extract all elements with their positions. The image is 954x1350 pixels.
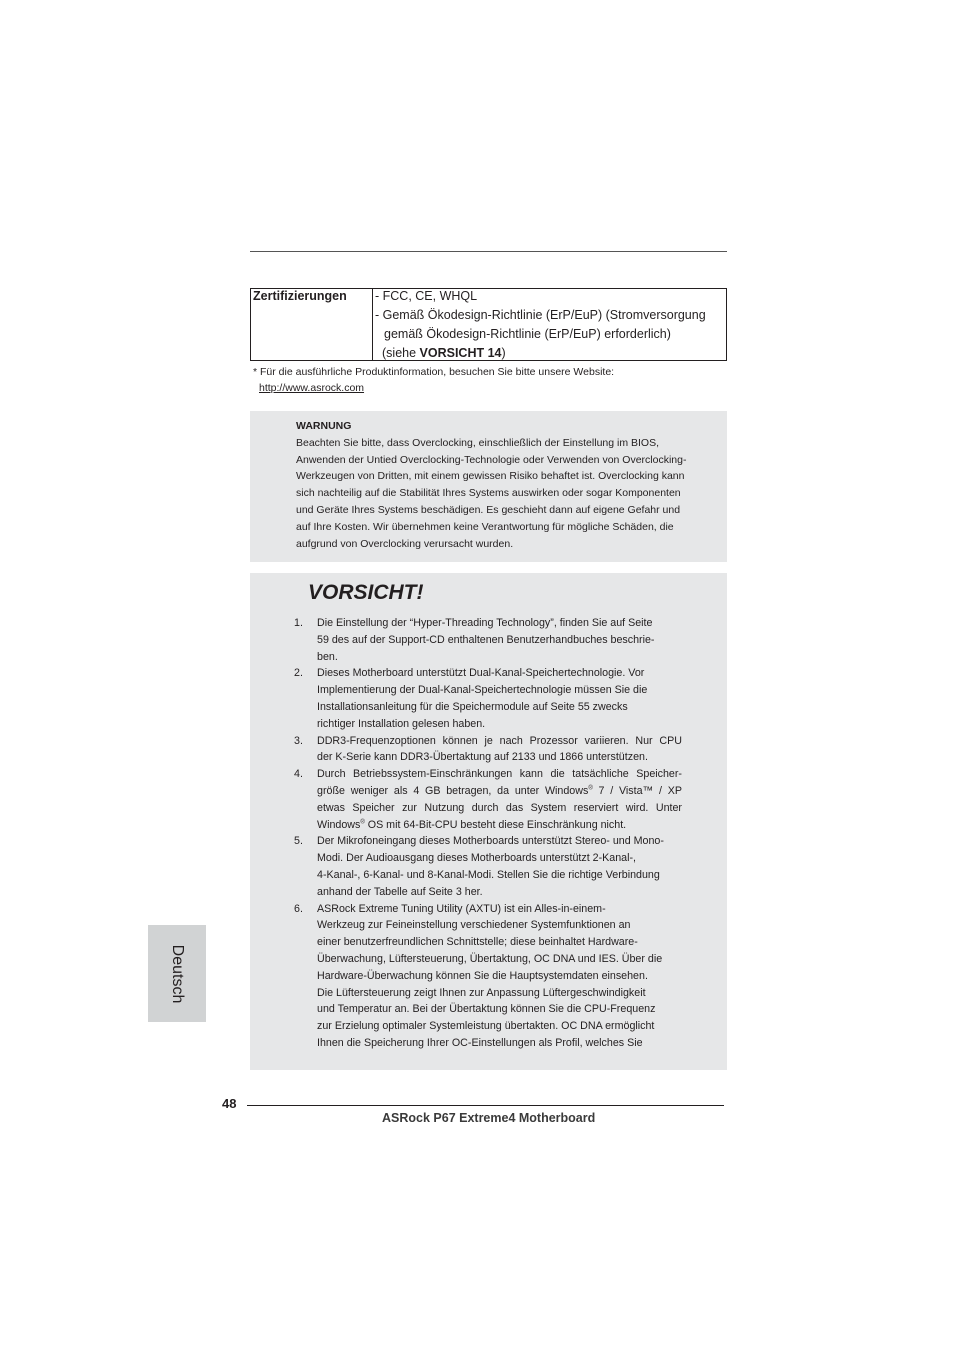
item-line: Durch Betriebssystem-Einschränkungen kann die tatsächliche Speicher-: [317, 768, 682, 781]
item-line: anhand der Tabelle auf Seite 3 her.: [317, 885, 483, 898]
item-line: Die Lüftersteuerung zeigt Ihnen zur Anpassung Lüftergeschwindigkeit: [317, 986, 646, 999]
list-item: [290, 665, 682, 732]
warning-line: sich nachteilig auf die Stabilität Ihres Systems auswirken oder sogar Komponenten: [296, 487, 681, 500]
warning-box: [250, 411, 727, 562]
spec-line: - FCC, CE, WHQL: [375, 289, 478, 303]
item-line-part: ®: [588, 785, 593, 792]
caution-box: [250, 573, 727, 1070]
item-number: 2.: [294, 667, 303, 680]
item-number: 4.: [294, 768, 303, 781]
item-number: 3.: [294, 734, 303, 747]
item-line: Überwachung, Lüftersteuerung, Übertaktung, OC DNA und IES. Über die: [317, 952, 663, 965]
item-line: Die Einstellung der “Hyper-Threading Technology”, finden Sie auf Seite: [317, 617, 653, 629]
item-line: Dieses Motherboard unterstützt Dual-Kanal-Speichertechnologie. Vor: [317, 667, 645, 680]
spec-see-prefix: (siehe: [382, 346, 420, 360]
item-line: Implementierung der Dual-Kanal-Speichertechnologie müssen Sie die: [317, 684, 648, 697]
item-number: 6.: [294, 902, 303, 915]
item-line: Der Mikrofoneingang dieses Motherboards unterstützt Stereo- und Mono-: [317, 835, 664, 848]
item-line-part: ®: [360, 819, 365, 825]
item-line: Werkzeug zur Feineinstellung verschiedener Systemfunktionen an: [317, 919, 631, 932]
item-line-part: Windows: [317, 818, 361, 831]
spec-see-ref: VORSICHT 14: [419, 346, 502, 360]
spec-line: gemäß Ökodesign-Richtlinie (ErP/EuP) erforderlich): [384, 327, 671, 341]
item-line: ben.: [317, 650, 338, 663]
list-item: [290, 733, 682, 767]
spec-table: [250, 288, 727, 361]
item-line: und Temperatur an. Bei der Übertaktung können Sie die CPU-Frequenz: [317, 1003, 656, 1016]
spec-values: [375, 289, 722, 365]
item-line: Installationsanleitung für die Speichermodule auf Seite 55 zwecks: [317, 700, 628, 713]
spec-line: - Gemäß Ökodesign-Richtlinie (ErP/EuP) (Stromversorgung: [375, 308, 706, 322]
item-line: Windows® OS mit 64-Bit-CPU besteht diese Einschränkung nicht.: [317, 818, 627, 831]
caution-list: [290, 615, 682, 1052]
item-line: DDR3-Frequenzoptionen können je nach Prozessor variieren. Nur CPU: [317, 734, 682, 747]
website-link[interactable]: http://www.asrock.com: [259, 382, 365, 394]
item-line: Modi. Der Audioausgang dieses Motherboards unterstützt 2-Kanal-,: [317, 852, 637, 865]
item-number: 5.: [294, 835, 303, 848]
item-line: etwas Speicher zur Nutzung durch das System reserviert wird. Unter: [317, 801, 682, 814]
item-line-part: größe weniger als 4 GB betragen, da unter Windows: [317, 784, 589, 797]
item-line: Hardware-Überwachung können Sie die Hauptsystemdaten einsehen.: [317, 969, 648, 982]
spec-label: Zertifizierungen: [253, 289, 347, 303]
top-rule: [250, 251, 727, 252]
page-number: 48: [222, 1096, 237, 1111]
footer-rule: [247, 1105, 724, 1106]
list-item: [290, 833, 682, 900]
caution-title: VORSICHT!: [308, 581, 424, 604]
item-line: 4-Kanal-, 6-Kanal- und 8-Kanal-Modi. Stellen Sie die richtige Verbindung: [317, 868, 660, 881]
item-line: der K-Serie kann DDR3-Übertaktung auf 2133 und 1866 unterstützen.: [317, 751, 648, 764]
spec-see-suffix: ): [501, 346, 506, 360]
language-tab: [148, 925, 206, 1022]
warning-line: Anwenden der Untied Overclocking-Technologie oder Verwenden von Overclocking-: [296, 453, 687, 466]
warning-line: Werkzeugen von Dritten, mit einem gewissen Risiko behaftet ist. Overclocking kann: [296, 470, 685, 483]
item-line: ASRock Extreme Tuning Utility (AXTU) ist ein Alles-in-einem-: [317, 902, 606, 915]
item-line: zur Erzielung optimaler Systemleistung übertakten. OC DNA ermöglicht: [317, 1020, 655, 1033]
item-line: 59 des auf der Support-CD enthaltenen Benutzerhandbuches beschrie-: [317, 633, 655, 646]
footnote-text: * Für die ausführliche Produktinformation, besuchen Sie bitte unsere Website:: [253, 366, 615, 378]
item-line: Ihnen die Speicherung Ihrer OC-Einstellungen als Profil, welches Sie: [317, 1036, 643, 1049]
footer-title: ASRock P67 Extreme4 Motherboard: [382, 1111, 596, 1125]
warning-line: auf Ihre Kosten. Wir übernehmen keine Verantwortung für mögliche Schäden, die: [296, 520, 674, 533]
spec-line: [375, 346, 722, 365]
warning-title: WARNUNG: [296, 420, 352, 432]
item-line: größe weniger als 4 GB betragen, da unter Windows® 7 / Vista™ / XP: [317, 784, 682, 797]
list-item: [290, 901, 682, 1052]
warning-line: aufgrund von Overclocking verursacht wurden.: [296, 537, 514, 550]
item-line: richtiger Installation gelesen haben.: [317, 717, 486, 730]
warning-line: und Geräte Ihres Systems beschädigen. Es geschieht dann auf eigene Gefahr und: [296, 503, 681, 516]
table-divider: [372, 289, 373, 360]
warning-line: Beachten Sie bitte, dass Overclocking, einschließlich der Einstellung im BIOS,: [296, 436, 660, 449]
item-line: einer benutzerfreundlichen Schnittstelle; diese beinhaltet Hardware-: [317, 936, 638, 949]
footnote: [253, 364, 614, 396]
list-item: [290, 615, 682, 665]
list-item: [290, 766, 682, 833]
item-number: 1.: [294, 617, 303, 629]
language-tab-label: Deutsch: [169, 944, 186, 1003]
